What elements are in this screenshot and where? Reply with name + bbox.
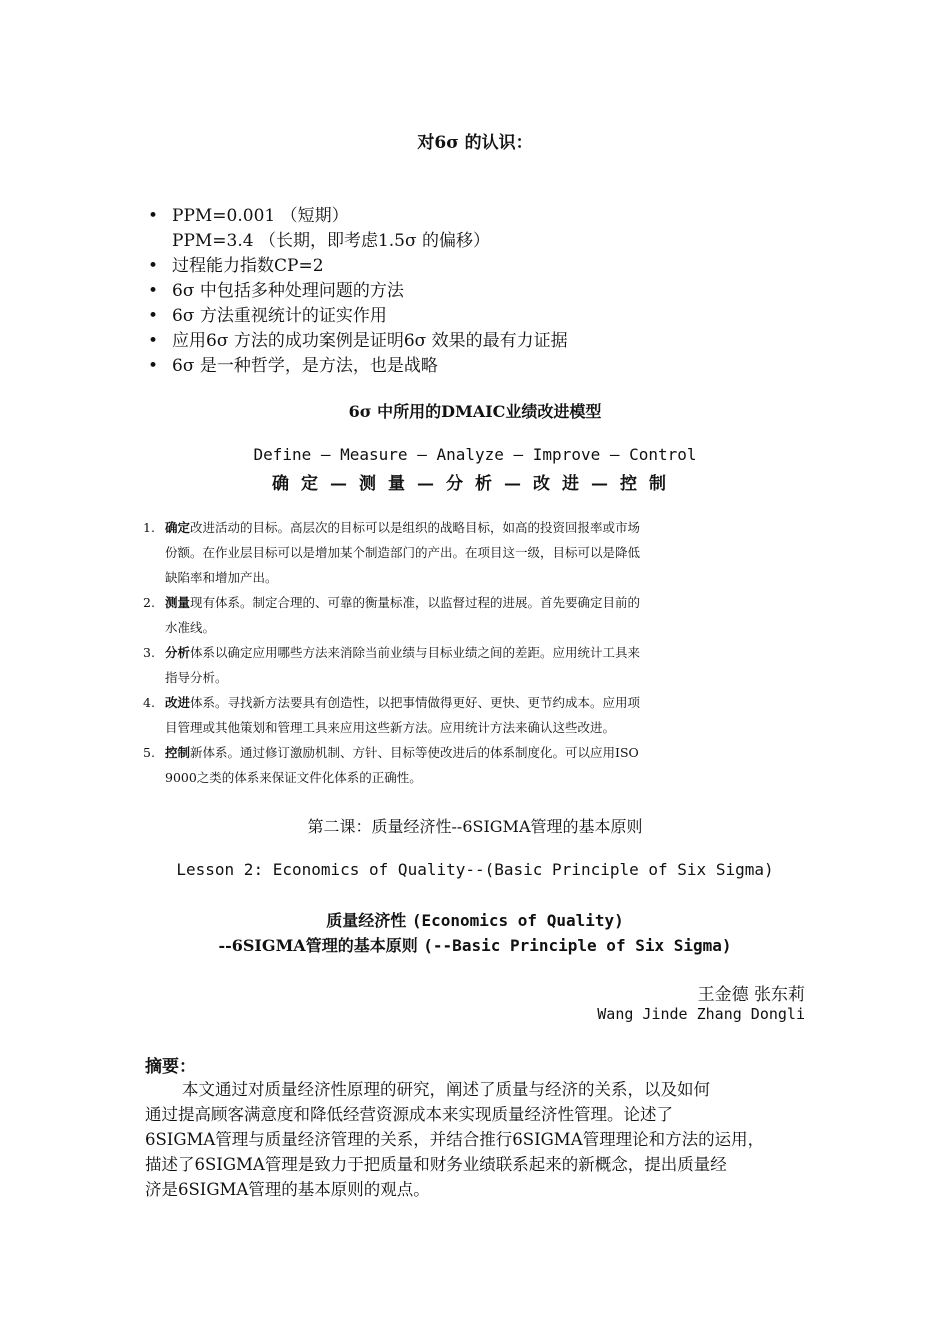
list-item-text: 过程能力指数CP=2 bbox=[172, 256, 324, 276]
paper-title-line1 bbox=[0, 908, 950, 931]
dmaic-flow-english: Define — Measure — Analyze — Improve — Control bbox=[253, 445, 697, 464]
dmaic-model-title: 6σ 中所用的DMAIC业绩改进模型 bbox=[348, 402, 602, 421]
step-text: 新体系。通过修订激励机制、方针、目标等使改进后的体系制度化。可以应用ISO bbox=[190, 745, 639, 760]
abstract-line: 6SIGMA管理与质量经济管理的关系，并结合推行6SIGMA管理理论和方法的运用， bbox=[145, 1130, 765, 1149]
step-number: 1. bbox=[143, 520, 155, 535]
step-term: 确定 bbox=[165, 520, 191, 535]
authors-chinese: 王金德 张东莉 bbox=[697, 985, 805, 1005]
step-text-continuation: 9000之类的体系来保证文件化体系的正确性。 bbox=[165, 770, 422, 785]
step-term: 测量 bbox=[165, 595, 191, 610]
paper-title-line2 bbox=[0, 933, 950, 956]
step-number: 5. bbox=[143, 745, 155, 760]
step-number: 2. bbox=[143, 595, 155, 610]
abstract-line: 描述了6SIGMA管理是致力于把质量和财务业绩联系起来的新概念，提出质量经 bbox=[145, 1155, 727, 1174]
page-heading: 对6σ 的认识： bbox=[417, 133, 533, 153]
step-text-continuation: 份额。在作业层目标可以是增加某个制造部门的产出。在项目这一级，目标可以是降低 bbox=[165, 545, 641, 560]
list-item-text: 6σ 是一种哲学，是方法，也是战略 bbox=[172, 356, 438, 376]
paper-subtitle-chinese: --6SIGMA管理的基本原则 bbox=[218, 936, 424, 955]
step-term: 控制 bbox=[165, 745, 191, 760]
step-text: 体系。寻找新方法要具有创造性，以把事情做得更好、更快、更节约成本。应用项 bbox=[190, 695, 641, 710]
step-item-analyze bbox=[143, 643, 640, 661]
step-text-continuation: 水准线。 bbox=[165, 620, 216, 635]
list-item-text: 6σ 方法重视统计的证实作用 bbox=[172, 306, 387, 326]
step-text: 改进活动的目标。高层次的目标可以是组织的战略目标，如高的投资回报率或市场 bbox=[190, 520, 641, 535]
step-item-improve bbox=[143, 693, 640, 711]
step-number: 4. bbox=[143, 695, 155, 710]
list-item-text: PPM=0.001 （短期） bbox=[172, 206, 349, 226]
list-item-text: 应用6σ 方法的成功案例是证明6σ 效果的最有力证据 bbox=[172, 331, 568, 351]
list-item bbox=[148, 251, 324, 276]
bullet-marker: • bbox=[148, 331, 159, 351]
bullet-marker: • bbox=[148, 256, 159, 276]
step-text: 现有体系。制定合理的、可靠的衡量标准，以监督过程的进展。首先要确定目前的 bbox=[190, 595, 641, 610]
lesson-title-english: Lesson 2: Economics of Quality--(Basic Principle of Six Sigma) bbox=[176, 860, 774, 879]
list-item bbox=[148, 326, 568, 351]
list-item-text: 6σ 中包括多种处理问题的方法 bbox=[172, 281, 404, 301]
authors-english: Wang Jinde Zhang Dongli bbox=[597, 1005, 805, 1023]
list-item bbox=[148, 201, 349, 226]
list-item bbox=[148, 351, 438, 376]
list-item bbox=[148, 301, 387, 326]
abstract-line: 本文通过对质量经济性原理的研究，阐述了质量与经济的关系，以及如何 bbox=[182, 1080, 710, 1099]
step-number: 3. bbox=[143, 645, 155, 660]
step-text-continuation: 目管理或其他策划和管理工具来应用这些新方法。应用统计方法来确认这些改进。 bbox=[165, 720, 616, 735]
bullet-marker: • bbox=[148, 356, 159, 376]
paper-title-chinese: 质量经济性 bbox=[326, 911, 412, 930]
bullet-marker: • bbox=[148, 206, 159, 226]
bullet-marker: • bbox=[148, 306, 159, 326]
bullet-marker: • bbox=[148, 281, 159, 301]
step-term: 分析 bbox=[165, 645, 191, 660]
paper-title-english: (Economics of Quality) bbox=[411, 911, 624, 930]
step-item-measure bbox=[143, 593, 640, 611]
abstract-line: 通过提高顾客满意度和降低经营资源成本来实现质量经济性管理。论述了 bbox=[145, 1105, 673, 1124]
step-item-define bbox=[143, 518, 640, 536]
list-item-continuation: PPM=3.4 （长期，即考虑1.5σ 的偏移） bbox=[172, 231, 491, 251]
step-text-continuation: 指导分析。 bbox=[165, 670, 228, 685]
step-term: 改进 bbox=[165, 695, 191, 710]
abstract-line: 济是6SIGMA管理的基本原则的观点。 bbox=[145, 1180, 430, 1199]
abstract-label: 摘要： bbox=[145, 1057, 196, 1077]
list-item bbox=[148, 276, 404, 301]
dmaic-flow-chinese: 确定—测量—分析—改进—控制 bbox=[272, 474, 678, 494]
paper-subtitle-english: (--Basic Principle of Six Sigma) bbox=[423, 936, 732, 955]
lesson-title-chinese: 第二课：质量经济性--6SIGMA管理的基本原则 bbox=[307, 817, 643, 836]
step-text-continuation: 缺陷率和增加产出。 bbox=[165, 570, 278, 585]
step-item-control bbox=[143, 743, 639, 761]
step-text: 体系以确定应用哪些方法来消除当前业绩与目标业绩之间的差距。应用统计工具来 bbox=[190, 645, 641, 660]
